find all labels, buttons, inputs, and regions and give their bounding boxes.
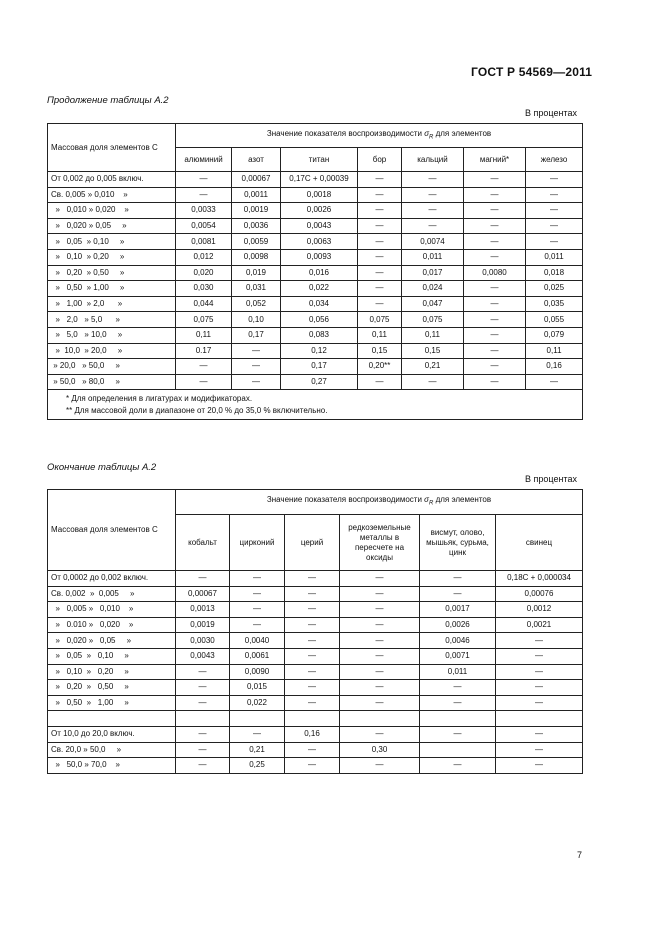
table-cell: 0,015 bbox=[230, 680, 285, 696]
table1-unit: В процентах bbox=[525, 108, 577, 118]
table-cell: — bbox=[285, 758, 340, 774]
table-cell: — bbox=[464, 234, 526, 250]
table-cell: 0,011 bbox=[526, 249, 583, 265]
table-cell: — bbox=[340, 571, 420, 587]
column-header: кальций bbox=[402, 148, 464, 172]
table-cell: — bbox=[285, 695, 340, 711]
table-row bbox=[48, 586, 583, 602]
table-cell: 0,022 bbox=[230, 695, 285, 711]
table-row bbox=[48, 327, 583, 343]
table-cell: 0,0098 bbox=[232, 249, 281, 265]
table-cell: 0,055 bbox=[526, 312, 583, 328]
table-cell bbox=[420, 742, 496, 758]
standard-number: ГОСТ Р 54569—2011 bbox=[471, 65, 593, 79]
table-cell: — bbox=[230, 617, 285, 633]
table-cell: 0,035 bbox=[526, 296, 583, 312]
table-cell: — bbox=[496, 758, 583, 774]
table-cell: — bbox=[232, 374, 281, 390]
table-cell: — bbox=[176, 359, 232, 375]
column-header: азот bbox=[232, 148, 281, 172]
table-cell: — bbox=[176, 664, 230, 680]
table-cell: — bbox=[464, 203, 526, 219]
column-header: церий bbox=[285, 515, 340, 571]
row-label: » 0,05 » 0,10 » bbox=[48, 648, 176, 664]
table-row bbox=[48, 281, 583, 297]
column-header: свинец bbox=[496, 515, 583, 571]
table-row bbox=[48, 187, 583, 203]
table-cell: 0,11 bbox=[402, 327, 464, 343]
table1-first-header: Массовая доля элементов С bbox=[48, 124, 176, 172]
table-cell: — bbox=[420, 680, 496, 696]
table-cell: 0,012 bbox=[176, 249, 232, 265]
table-cell: — bbox=[340, 758, 420, 774]
row-label: От 0,0002 до 0,002 включ. bbox=[48, 571, 176, 587]
table-cell: — bbox=[464, 359, 526, 375]
column-header: цирконий bbox=[230, 515, 285, 571]
table-cell bbox=[420, 711, 496, 727]
table-row bbox=[48, 172, 583, 188]
table-cell: — bbox=[402, 218, 464, 234]
table-cell: — bbox=[340, 726, 420, 742]
table-cell: 0,0013 bbox=[176, 602, 230, 618]
row-label: » 0,20 » 0,50 » bbox=[48, 680, 176, 696]
row-label: » 0,005 » 0,010 » bbox=[48, 602, 176, 618]
table-cell: 0,018 bbox=[526, 265, 583, 281]
table-cell: — bbox=[176, 172, 232, 188]
table-cell: — bbox=[358, 374, 402, 390]
table-cell: 0,17 bbox=[281, 359, 358, 375]
table-cell: 0,30 bbox=[340, 742, 420, 758]
table-cell: 0,0021 bbox=[496, 617, 583, 633]
table-cell: — bbox=[232, 359, 281, 375]
table-cell: 0,0012 bbox=[496, 602, 583, 618]
table-cell: 0,052 bbox=[232, 296, 281, 312]
table-cell: 0,075 bbox=[176, 312, 232, 328]
table-row bbox=[48, 374, 583, 390]
table-cell: 0,0090 bbox=[230, 664, 285, 680]
table-cell: 0,11 bbox=[358, 327, 402, 343]
table-cell: 0,0074 bbox=[402, 234, 464, 250]
table-cell: — bbox=[176, 571, 230, 587]
table-cell: 0,047 bbox=[402, 296, 464, 312]
table-row bbox=[48, 726, 583, 742]
column-header: бор bbox=[358, 148, 402, 172]
table-cell: 0,0071 bbox=[420, 648, 496, 664]
table-cell: — bbox=[358, 203, 402, 219]
table-cell: 0,0043 bbox=[176, 648, 230, 664]
table-cell: — bbox=[176, 726, 230, 742]
table-cell: — bbox=[496, 633, 583, 649]
row-label: » 2,0 » 5,0 » bbox=[48, 312, 176, 328]
table-cell: 0,27 bbox=[281, 374, 358, 390]
table-cell: — bbox=[464, 343, 526, 359]
table-cell: 0,10 bbox=[232, 312, 281, 328]
table-cell: 0,0011 bbox=[232, 187, 281, 203]
table-row bbox=[48, 343, 583, 359]
table-row bbox=[48, 249, 583, 265]
table2-caption: Окончание таблицы А.2 bbox=[47, 462, 157, 473]
table-cell: — bbox=[496, 742, 583, 758]
table-cell: 0,0043 bbox=[281, 218, 358, 234]
table-row bbox=[48, 664, 583, 680]
row-label: Св. 20,0 » 50,0 » bbox=[48, 742, 176, 758]
table-row bbox=[48, 742, 583, 758]
table-cell: 0,0030 bbox=[176, 633, 230, 649]
table-row bbox=[48, 234, 583, 250]
table-cell: 0,00067 bbox=[176, 586, 230, 602]
table-cell: — bbox=[358, 172, 402, 188]
table-cell: 0,0059 bbox=[232, 234, 281, 250]
column-header: магний* bbox=[464, 148, 526, 172]
table-cell: — bbox=[285, 571, 340, 587]
row-label: » 0,05 » 0,10 » bbox=[48, 234, 176, 250]
row-label: » 20,0 » 50,0 » bbox=[48, 359, 176, 375]
table-cell: — bbox=[496, 664, 583, 680]
table-cell: — bbox=[358, 265, 402, 281]
table-cell: — bbox=[420, 695, 496, 711]
table-cell: — bbox=[420, 758, 496, 774]
table-cell: — bbox=[526, 203, 583, 219]
table-cell: 0,0018 bbox=[281, 187, 358, 203]
table-cell: — bbox=[176, 758, 230, 774]
table-cell: — bbox=[402, 374, 464, 390]
table-row bbox=[48, 571, 583, 587]
table-row bbox=[48, 758, 583, 774]
table-cell: 0,083 bbox=[281, 327, 358, 343]
table2-first-header: Массовая доля элементов С bbox=[48, 490, 176, 571]
table-cell: — bbox=[230, 726, 285, 742]
table-cell bbox=[230, 711, 285, 727]
table-cell: 0,011 bbox=[420, 664, 496, 680]
table-cell: 0,025 bbox=[526, 281, 583, 297]
row-label: » 50,0 » 80,0 » bbox=[48, 374, 176, 390]
table-cell: — bbox=[496, 695, 583, 711]
table-cell: — bbox=[358, 281, 402, 297]
table-cell: 0,030 bbox=[176, 281, 232, 297]
table2 bbox=[47, 489, 583, 774]
row-label: » 0,020 » 0,05 » bbox=[48, 633, 176, 649]
table-cell: — bbox=[230, 571, 285, 587]
table-cell bbox=[285, 711, 340, 727]
table-cell: 0,044 bbox=[176, 296, 232, 312]
table-cell: — bbox=[464, 374, 526, 390]
table-cell: — bbox=[285, 648, 340, 664]
row-label: » 0,10 » 0,20 » bbox=[48, 249, 176, 265]
table-row bbox=[48, 296, 583, 312]
page-number: 7 bbox=[577, 850, 583, 860]
table-cell: 0,16 bbox=[285, 726, 340, 742]
table-cell: — bbox=[340, 664, 420, 680]
table-cell: — bbox=[464, 281, 526, 297]
table-cell: 0,18С + 0,000034 bbox=[496, 571, 583, 587]
table-cell: — bbox=[358, 296, 402, 312]
table-cell: — bbox=[526, 234, 583, 250]
table-cell: 0,034 bbox=[281, 296, 358, 312]
table-cell: — bbox=[464, 172, 526, 188]
table-cell: — bbox=[526, 374, 583, 390]
table-row bbox=[48, 218, 583, 234]
row-label: » 0.010 » 0,020 » bbox=[48, 617, 176, 633]
table-cell: — bbox=[402, 187, 464, 203]
table-cell: — bbox=[358, 234, 402, 250]
table-cell: 0,15 bbox=[402, 343, 464, 359]
column-header: редкоземельные металлы в пересчете на оксиды bbox=[340, 515, 420, 571]
column-header: кобальт bbox=[176, 515, 230, 571]
table-cell: — bbox=[420, 586, 496, 602]
row-label bbox=[48, 711, 176, 727]
table-cell: 0,0019 bbox=[232, 203, 281, 219]
table-notes bbox=[48, 390, 583, 420]
table-cell: 0,0036 bbox=[232, 218, 281, 234]
table-cell: 0,075 bbox=[358, 312, 402, 328]
table-row bbox=[48, 617, 583, 633]
table-cell: — bbox=[420, 571, 496, 587]
table-cell: — bbox=[340, 633, 420, 649]
table-cell bbox=[496, 711, 583, 727]
table-cell: — bbox=[340, 695, 420, 711]
table-row bbox=[48, 633, 583, 649]
table-cell: 0,21 bbox=[230, 742, 285, 758]
table-cell: — bbox=[285, 586, 340, 602]
table1-caption: Продолжение таблицы А.2 bbox=[47, 95, 169, 106]
table-cell: — bbox=[285, 680, 340, 696]
table-cell: 0,20** bbox=[358, 359, 402, 375]
table2-unit: В процентах bbox=[525, 474, 577, 484]
row-label: » 0,20 » 0,50 » bbox=[48, 265, 176, 281]
table-cell: — bbox=[230, 586, 285, 602]
table-cell: 0,11 bbox=[526, 343, 583, 359]
row-label: » 50,0 » 70,0 » bbox=[48, 758, 176, 774]
table-cell: 0,17 bbox=[232, 327, 281, 343]
table-cell: — bbox=[420, 726, 496, 742]
table-cell: 0,21 bbox=[402, 359, 464, 375]
row-label: От 10,0 до 20,0 включ. bbox=[48, 726, 176, 742]
table-cell: — bbox=[285, 664, 340, 680]
table-cell: — bbox=[358, 249, 402, 265]
table-cell: — bbox=[232, 343, 281, 359]
table2-group-header: Значение показателя воспроизводимости $\sigma_R$ для элементов bbox=[176, 490, 583, 515]
table-cell: — bbox=[340, 586, 420, 602]
table-cell: 0,0046 bbox=[420, 633, 496, 649]
table-cell: — bbox=[464, 249, 526, 265]
table-cell: — bbox=[526, 218, 583, 234]
table-row bbox=[48, 359, 583, 375]
table-cell bbox=[340, 711, 420, 727]
table-cell: — bbox=[496, 680, 583, 696]
table-cell: 0,017 bbox=[402, 265, 464, 281]
table-cell: — bbox=[358, 218, 402, 234]
table-cell: 0,020 bbox=[176, 265, 232, 281]
table-cell: 0,0019 bbox=[176, 617, 230, 633]
table-cell: — bbox=[526, 187, 583, 203]
table-cell: 0,15 bbox=[358, 343, 402, 359]
table-cell: — bbox=[464, 327, 526, 343]
table-cell: 0,075 bbox=[402, 312, 464, 328]
table-row bbox=[48, 711, 583, 727]
table-cell: 0,0026 bbox=[281, 203, 358, 219]
table-cell: — bbox=[464, 312, 526, 328]
table-cell: — bbox=[176, 187, 232, 203]
table-cell: 0,00067 bbox=[232, 172, 281, 188]
table-cell: 0,25 bbox=[230, 758, 285, 774]
row-label: Св. 0,005 » 0,010 » bbox=[48, 187, 176, 203]
row-label: Св. 0,002 » 0,005 » bbox=[48, 586, 176, 602]
row-label: От 0,002 до 0,005 включ. bbox=[48, 172, 176, 188]
table-cell: — bbox=[358, 187, 402, 203]
table-cell: — bbox=[176, 374, 232, 390]
table-cell: 0,11 bbox=[176, 327, 232, 343]
table-cell: 0,031 bbox=[232, 281, 281, 297]
table-cell: 0,0063 bbox=[281, 234, 358, 250]
table-cell: 0,16 bbox=[526, 359, 583, 375]
column-header: титан bbox=[281, 148, 358, 172]
table-row bbox=[48, 695, 583, 711]
table-cell: 0,0081 bbox=[176, 234, 232, 250]
table-cell: — bbox=[176, 680, 230, 696]
table-cell: 0,019 bbox=[232, 265, 281, 281]
table-row bbox=[48, 648, 583, 664]
table-cell: 0,12 bbox=[281, 343, 358, 359]
table-cell: 0,056 bbox=[281, 312, 358, 328]
column-header: висмут, олово, мышьяк, сурьма, цинк bbox=[420, 515, 496, 571]
table-cell: 0,079 bbox=[526, 327, 583, 343]
table-cell: — bbox=[496, 726, 583, 742]
table-cell: — bbox=[526, 172, 583, 188]
table-cell: 0,0061 bbox=[230, 648, 285, 664]
table-cell: 0,0033 bbox=[176, 203, 232, 219]
table-cell: — bbox=[464, 187, 526, 203]
table-row bbox=[48, 203, 583, 219]
footnote: * Для определения в лигатурах и модификаторах. bbox=[66, 394, 253, 404]
row-label: » 0,50 » 1,00 » bbox=[48, 281, 176, 297]
table-cell: — bbox=[340, 648, 420, 664]
column-header: алюминий bbox=[176, 148, 232, 172]
table-cell: 0,016 bbox=[281, 265, 358, 281]
table-cell: — bbox=[176, 742, 230, 758]
table1 bbox=[47, 123, 583, 420]
table-cell: — bbox=[285, 633, 340, 649]
row-label: » 5,0 » 10,0 » bbox=[48, 327, 176, 343]
table-cell: 0,024 bbox=[402, 281, 464, 297]
table-cell: — bbox=[176, 695, 230, 711]
table-cell: — bbox=[464, 218, 526, 234]
table-row bbox=[48, 265, 583, 281]
table-row bbox=[48, 680, 583, 696]
footnote: ** Для массовой доли в диапазоне от 20,0 % до 35,0 % включительно. bbox=[66, 406, 328, 416]
table-cell: 0,0017 bbox=[420, 602, 496, 618]
table-row bbox=[48, 312, 583, 328]
table-cell: 0,022 bbox=[281, 281, 358, 297]
table-cell: — bbox=[230, 602, 285, 618]
table-cell: — bbox=[402, 172, 464, 188]
table-cell: 0,0026 bbox=[420, 617, 496, 633]
row-label: » 10,0 » 20,0 » bbox=[48, 343, 176, 359]
table-cell bbox=[176, 711, 230, 727]
table-cell: — bbox=[340, 680, 420, 696]
table-cell: — bbox=[285, 742, 340, 758]
table-cell: — bbox=[340, 617, 420, 633]
table-cell: 0,011 bbox=[402, 249, 464, 265]
table-cell: — bbox=[402, 203, 464, 219]
table-cell: — bbox=[340, 602, 420, 618]
row-label: » 0,020 » 0,05 » bbox=[48, 218, 176, 234]
table-cell: — bbox=[285, 617, 340, 633]
table-cell: 0,00076 bbox=[496, 586, 583, 602]
table-cell: 0.17 bbox=[176, 343, 232, 359]
table-cell: — bbox=[496, 648, 583, 664]
table-cell: 0,0093 bbox=[281, 249, 358, 265]
table-row bbox=[48, 602, 583, 618]
table-cell: — bbox=[464, 296, 526, 312]
row-label: » 0,10 » 0,20 » bbox=[48, 664, 176, 680]
table-cell: 0,0040 bbox=[230, 633, 285, 649]
row-label: » 0,010 » 0,020 » bbox=[48, 203, 176, 219]
table-cell: 0,0080 bbox=[464, 265, 526, 281]
table1-group-header: Значение показателя воспроизводимости $\sigma_R$ для элементов bbox=[176, 124, 583, 148]
column-header: железо bbox=[526, 148, 583, 172]
table-cell: 0,17С + 0,00039 bbox=[281, 172, 358, 188]
row-label: » 1,00 » 2,0 » bbox=[48, 296, 176, 312]
table-cell: — bbox=[285, 602, 340, 618]
row-label: » 0,50 » 1,00 » bbox=[48, 695, 176, 711]
table-cell: 0,0054 bbox=[176, 218, 232, 234]
